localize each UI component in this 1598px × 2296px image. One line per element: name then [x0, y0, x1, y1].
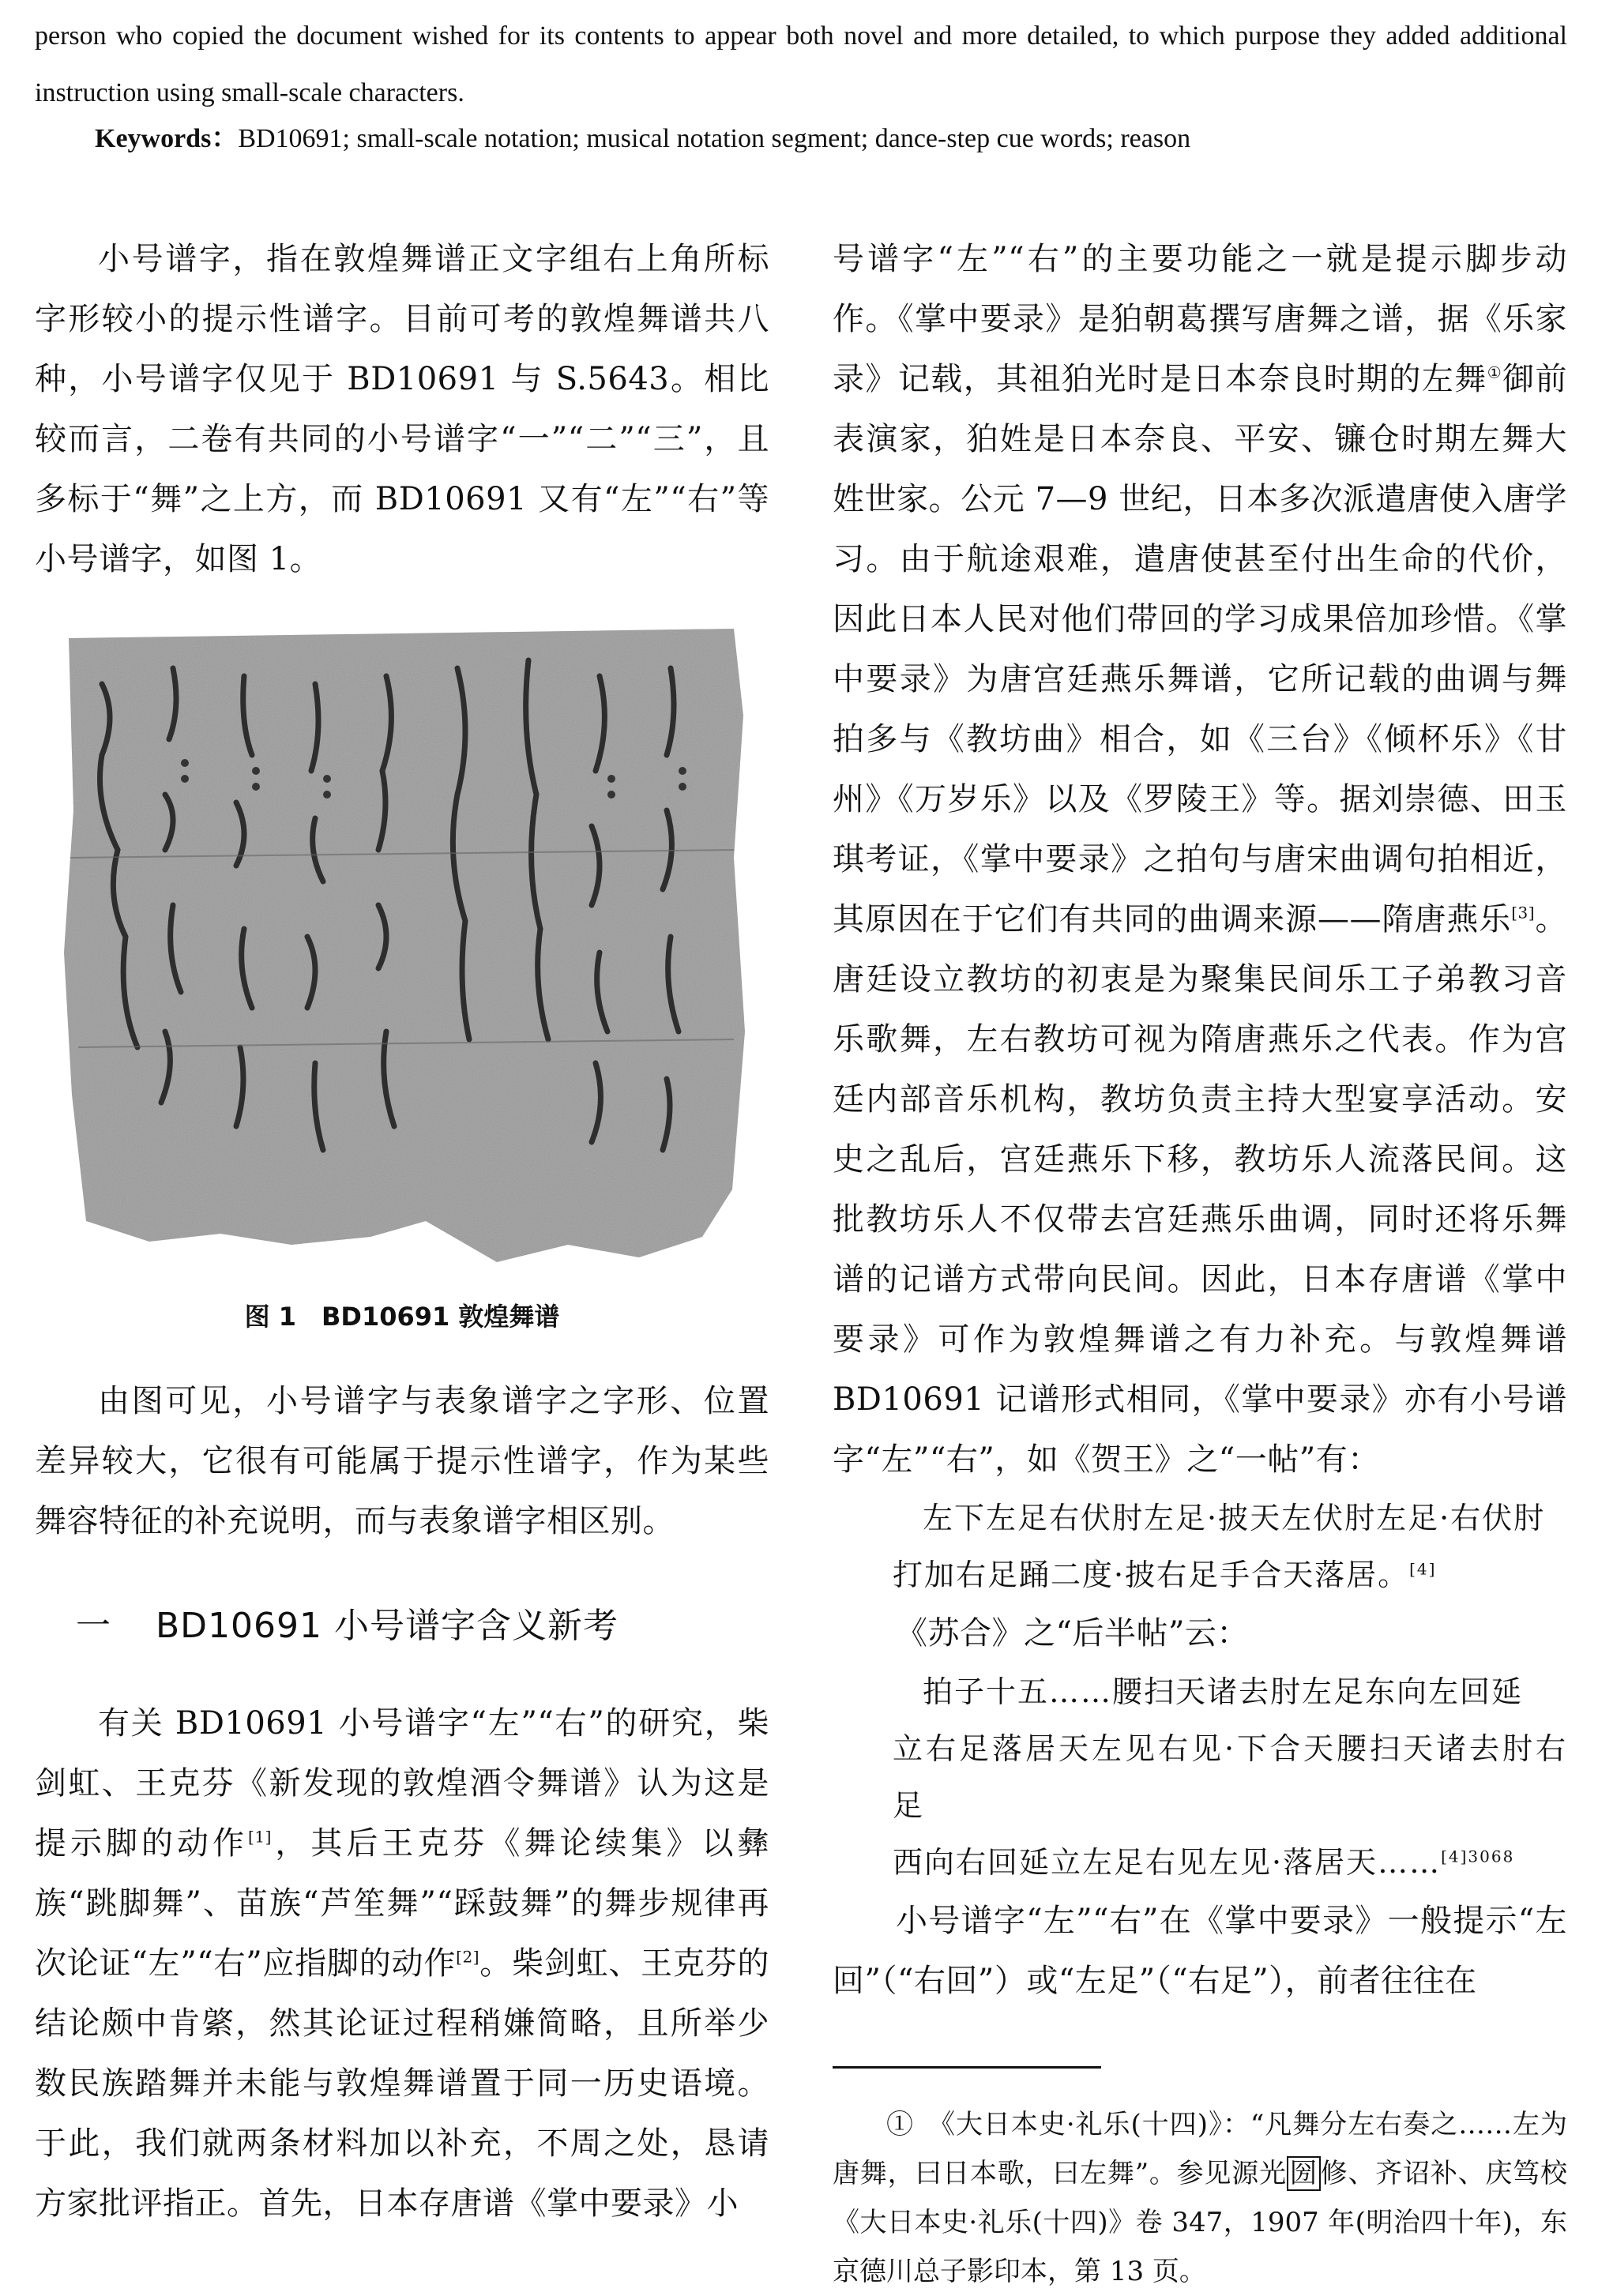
continuation-text-a: 号谱字“左”“右”的主要功能之一就是提示脚步动作。《掌中要录》是狛朝葛撰写唐舞之谱，据《乐家录》记载，其祖狛光时是日本奈良时期的左舞 — [833, 241, 1567, 397]
manuscript-image — [55, 621, 750, 1268]
figure-caption: 图 1 BD10691 敦煌舞谱 — [244, 1302, 560, 1332]
quote-text: 西向右回延立左足右见左见·落居天…… — [893, 1845, 1442, 1880]
continuation-text-b: 御前表演家，狛姓是日本奈良、平安、镰仓时期左舞大姓世家。公元 7—9 世纪，日本多次派遣唐使入唐学习。由于航途艰难，遣唐使甚至付出生命的代价，因此日本人民对他们带回的学习成果倍加珍惜。《掌中要录》为唐宫廷燕乐舞谱，它所记载的曲调与舞拍多与《教坊曲》相合，如《三台》《倾杯乐》《甘州》《万岁乐》以及《罗陵王》等。据刘崇德、田玉琪考证，《掌中要录》之拍句与唐宋曲调句拍相近，其原因在于它们有共同的曲调来源——隋唐燕乐 — [833, 361, 1568, 938]
footnote-marker: ① — [1487, 363, 1503, 382]
citation-ref: [4]3068 — [1441, 1847, 1515, 1866]
citation-ref: [4] — [1409, 1559, 1437, 1579]
abstract-tail: person who copied the document wished for its contents to appear both novel and more detailed, to which purpose they added additional instruction using small-scale characters. — [35, 21, 1567, 107]
section-number: 一 — [76, 1606, 111, 1646]
footnote-text-a: 《大日本史·礼乐(十四)》：“凡舞分左右奏之……左为唐舞，曰日本歌，曰左舞”。参见源光 — [833, 2109, 1568, 2189]
quote-line: 拍子十五……腰扫天诸去肘左足东向左回延 — [923, 1674, 1524, 1709]
research-text-b: ，其后王克芬《舞论续集》以彝族“跳脚舞”、苗族“芦笙舞”“踩鼓舞”的舞步规律再次论证“左”“右”应指脚的动作 — [35, 1825, 769, 1982]
quote-line: 立右足落居天左见右见·下合天腰扫天诸去肘右足 — [893, 1731, 1567, 1823]
footnote — [833, 2100, 1567, 2296]
figure-manuscript — [55, 621, 750, 1268]
quote-line — [833, 1546, 1567, 1603]
left-column — [35, 229, 769, 2234]
continuation-paragraph — [833, 229, 1567, 1490]
right-column — [833, 229, 1567, 2296]
footnote-divider — [833, 2066, 1101, 2069]
keywords-label: Keywords： — [95, 124, 239, 153]
section-title-text: BD10691 小号谱字含义新考 — [156, 1606, 619, 1646]
intro-paragraph: 小号谱字，指在敦煌舞谱正文字组右上角所标字形较小的提示性谱字。目前可考的敦煌舞谱共八种，小号谱字仅见于 BD10691 与 S.5643。相比较而言，二卷有共同的小号谱字“一”“二”“三”，且多标于“舞”之上方，而 BD10691 又有“左”“右”等小号谱字，如图 1。 — [35, 241, 769, 577]
suhe-intro: 《苏合》之“后半帖”云： — [896, 1615, 1249, 1652]
quote-line: 左下左足右伏肘左足·披天左伏肘左足·右伏肘 — [923, 1501, 1546, 1535]
citation-ref: [2] — [456, 1947, 480, 1967]
footnote-number: ① — [886, 2109, 914, 2140]
conclusion-paragraph: 小号谱字“左”“右”在《掌中要录》一般提示“左回”（“右回”）或“左足”（“右足”），前者往往在 — [833, 1903, 1567, 1999]
citation-ref: [1] — [248, 1827, 272, 1847]
research-paragraph — [35, 1693, 769, 2234]
boxed-character: 圀 — [1287, 2156, 1321, 2191]
research-text-c: 。柴剑虹、王克芬的结论颇中肯綮，然其论证过程稍嫌简略，且所举少数民族踏舞并未能与敦煌舞谱置于同一历史语境。于此，我们就两条材料加以补充，不周之处，恳请方家批评指正。首先，日本存唐谱《掌中要录》小 — [35, 1945, 770, 2222]
citation-ref: [3] — [1511, 903, 1536, 923]
keywords-text: BD10691; small-scale notation; musical notation segment; dance-step cue words; reason — [238, 124, 1191, 153]
section-heading — [76, 1597, 769, 1648]
continuation-text-c: 。唐廷设立教坊的初衷是为聚集民间乐工子弟教习音乐歌舞，左右教坊可视为隋唐燕乐之代表。作为宫廷内部音乐机构，教坊负责主持大型宴享活动。安史之乱后，宫廷燕乐下移，教坊乐人流落民间。这批教坊乐人不仅带去宫廷燕乐曲调，同时还将乐舞谱的记谱方式带向民间。因此，日本存唐谱《掌中要录》可作为敦煌舞谱之有力补充。与敦煌舞谱 BD10691 记谱形式相同，《掌中要录》亦有小号谱字“左”“右”，如《贺王》之“一帖”有： — [833, 901, 1568, 1478]
footnote-text-b: 修、齐诏补、庆笃校《大日本史·礼乐(十四)》卷 347，1907 年(明治四十年)，东京德川总子影印本，第 13 页。 — [833, 2158, 1567, 2287]
research-text-a: 有关 BD10691 小号谱字“左”“右”的研究，柴剑虹、王克芬《新发现的敦煌酒令舞谱》认为这是提示脚的动作 — [35, 1705, 769, 1862]
figure-discussion-paragraph: 由图可见，小号谱字与表象谱字之字形、位置差异较大，它很有可能属于提示性谱字，作为某些舞容特征的补充说明，而与表象谱字相区别。 — [35, 1383, 769, 1539]
quote-line — [833, 1834, 1567, 1891]
quote-text: 打加右足踊二度·披右足手合天落居。 — [893, 1558, 1410, 1592]
keywords-line — [95, 115, 1564, 163]
